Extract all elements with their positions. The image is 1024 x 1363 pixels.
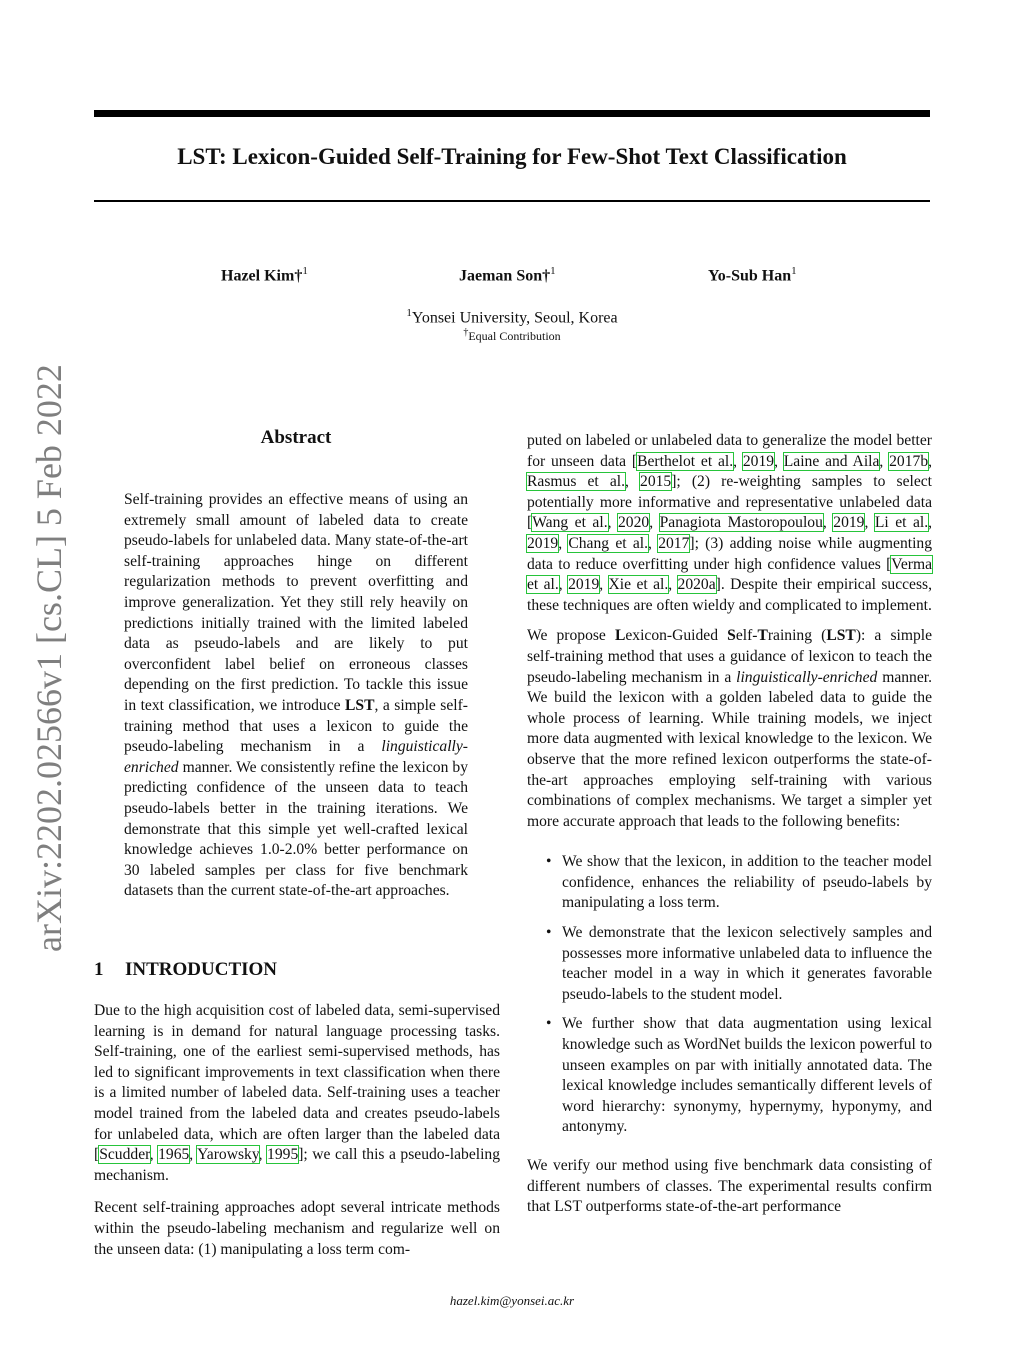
citation-link[interactable]: 2017b xyxy=(889,452,929,470)
citation-link[interactable]: Berthelot et al. xyxy=(637,452,734,470)
equal-contribution-note: †Equal Contribution xyxy=(463,327,561,343)
citation-link[interactable]: Li et al. xyxy=(874,514,929,532)
benefits-list xyxy=(527,852,932,1138)
author-jaeman-son: Jaeman Son†$^1$ xyxy=(459,265,556,285)
paper-title: LST: Lexicon-Guided Self-Training for Few-Shot Text Classification xyxy=(177,144,847,169)
citation-link[interactable]: Rasmus et al. xyxy=(527,473,626,491)
intro-paragraph-4: We verify our method using five benchmark data consisting of different numbers of classes. The experimental results confirm that LST outperforms state-of-the-art performance xyxy=(527,1157,932,1216)
citation-link[interactable]: Yarowsky xyxy=(197,1146,259,1164)
intro-paragraph-2-start: Recent self-training approaches adopt several intricate methods within the pseudo-labeling mechanism and regularize well on the unseen data: (1) manipulating a loss term com- xyxy=(94,1199,500,1258)
bullet-icon: • xyxy=(546,1015,552,1033)
list-item: • We show that the lexicon, in addition to the teacher model confidence, enhances the reliability of pseudo-labels by manipulating a loss term. xyxy=(546,853,932,912)
citation-link[interactable]: 1995 xyxy=(267,1146,299,1164)
top-rule xyxy=(94,110,930,117)
abstract-body: Self-training provides an effective means of using an extremely small amount of labeled data to create pseudo-labels for unlabeled data. Many state-of-the-art self-training approaches hinge on different regularization methods to prevent overfitting and improve generalization. Yet they still rely heavily on predictions initially trained with the limited labeled data as pseudo-labels and are likely to put overconfident label belief on erroneous classes depending on the first prediction. To tackle this issue in text classification, we introduce LST, a simple self-training method that uses a lexicon to guide the pseudo-labeling mechanism in a linguistically-enriched manner. We consistently refine the lexicon by predicting confidence of the unseen data to teach pseudo-labels better in the training iterations. We demonstrate that this simple yet well-crafted lexical knowledge achieves 1.0-2.0% better performance on 30 labeled samples per class for five benchmark datasets than the current state-of-the-art approaches. xyxy=(124,491,468,900)
arxiv-stamp: arXiv:2202.02566v1 [cs.CL] 5 Feb 2022 xyxy=(29,364,69,952)
author-hazel-kim: Hazel Kim†$^1$ xyxy=(221,265,308,285)
title-bottom-rule xyxy=(94,200,930,202)
citation-link[interactable]: 1965 xyxy=(158,1146,190,1164)
citation-link[interactable]: 2020 xyxy=(618,514,650,532)
citation-link[interactable]: Chang et al. xyxy=(568,534,649,552)
citation-link[interactable]: 2019 xyxy=(527,534,559,552)
section-heading-introduction: 1 INTRODUCTION xyxy=(94,959,278,980)
author-yo-sub-han: Yo-Sub Han$^1$ xyxy=(708,265,797,285)
intro-paragraph-3: We propose Lexicon-Guided Self-Training (LST): a simple self-training method that uses a guidance of lexicon to teach the pseudo-labeling mechanism in a linguistically-enriched manner. We build the lexicon with a golden labeled data to guide the whole process of learning. While training models, we inject more data augmented with lexical knowledge to the lexicon. We observe that the more refined lexicon outperforms the state-of-the-art approaches employing self-training with various combinations of complex mechanisms. We target a simpler yet more accurate approach that leads to the following benefits: xyxy=(527,627,933,830)
citation-link[interactable]: Wang et al. xyxy=(532,514,608,532)
citation-link[interactable]: Scudder xyxy=(99,1146,150,1164)
citation-link[interactable]: 2019 xyxy=(833,514,865,532)
left-column xyxy=(94,1001,500,1260)
intro-paragraph-2-continued: puted on labeled or unlabeled data to generalize the model better for unseen data [Berthelot et al., 2019, Laine and Aila, 2017b, Rasmus et al., 2015]; (2) re-weighting samples to select potentially more informative and representative unlabeled data [Wang et al., 2020, Panagiota Mastoropoulou, 2019, Li et al., 2019, Chang et al., 2017]; (3) adding noise while augmenting data to reduce overfitting under high confidence values [Verma et al., 2019, Xie et al., 2020a]. Despite their empirical success, these techniques are often wieldy and complicated to implement. xyxy=(527,432,933,614)
footer-email: hazel.kim@yonsei.ac.kr xyxy=(449,1293,575,1308)
list-item: • We further show that data augmentation using lexical knowledge such as WordNet builds the lexicon powerful to unseen examples on par with initially annotated data. The lexical knowledge includes semantically different levels of word hierarchy: synonymy, hypernymy, hyponymy, and antonymy. xyxy=(546,1015,932,1136)
citation-link[interactable]: 2015 xyxy=(640,473,672,491)
citation-link[interactable]: 2020a xyxy=(677,576,716,594)
bullet-icon: • xyxy=(546,924,552,942)
citation-link[interactable]: 2019 xyxy=(568,576,600,594)
citation-link[interactable]: 2017 xyxy=(658,534,690,552)
citation-link[interactable]: Laine and Aila xyxy=(783,452,880,470)
citation-link[interactable]: Panagiota Mastoropoulou xyxy=(659,514,823,532)
citation-link[interactable]: 2019 xyxy=(742,452,775,470)
affiliation: $^1$Yonsei University, Seoul, Korea xyxy=(406,307,618,327)
right-column xyxy=(527,431,932,1218)
citation-link[interactable]: Verma et al. xyxy=(527,555,932,594)
intro-paragraph-1: Due to the high acquisition cost of labeled data, semi-supervised learning is in demand for natural language processing tasks. Self-training, one of the earliest semi-supervised methods, has led to significant improvements in text classification when there is a limited number of labeled data. Self-training uses a teacher model trained from the labeled data and creates pseudo-labels for unlabeled data, which are often larger than the labeled data [Scudder, 1965, Yarowsky, 1995]; we call this a pseudo-labeling mechanism. xyxy=(94,1002,501,1184)
bullet-icon: • xyxy=(546,853,552,871)
list-item: • We demonstrate that the lexicon selectively samples and possesses more informative unlabeled data to influence the teacher model in a way in which it generates favorable pseudo-labels to the student model. xyxy=(546,924,932,1003)
abstract-heading: Abstract xyxy=(260,427,332,448)
citation-link[interactable]: Xie et al. xyxy=(608,576,669,594)
